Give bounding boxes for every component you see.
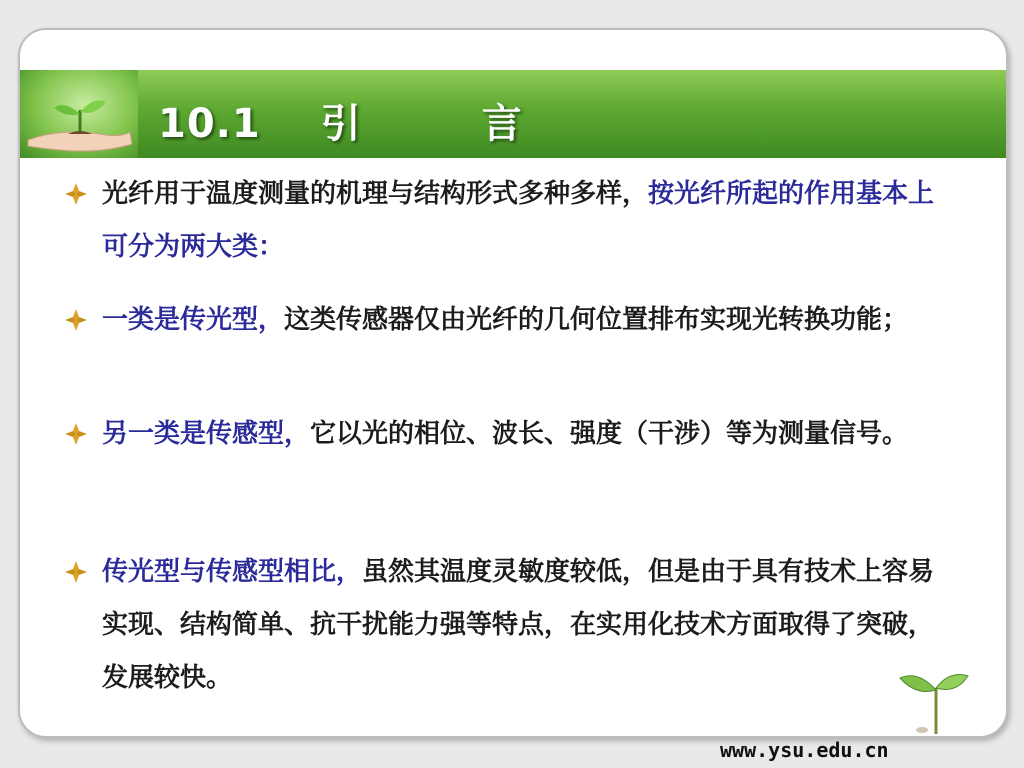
title-bar [20, 70, 1006, 158]
bullet-1-highlight: 按光纤所起的作用基本上可分为两大类： [102, 179, 935, 262]
seedling-hands-icon [20, 70, 138, 158]
bullet-3-highlight: 另一类是传感型， [102, 419, 311, 449]
bullet-4-highlight: 传光型与传感型相比， [102, 557, 363, 587]
bullet-4-text: 虽然其温度灵敏度较低，但是由于具有技术上容易实现、结构简单、抗干扰能力强等特点，在实用化技术方面取得了突破，发展较快。 [102, 557, 935, 693]
bullet-item-2 [64, 294, 944, 347]
bullet-3-text: 它以光的相位、波长、强度（干涉）等为测量信号。 [310, 419, 909, 449]
diamond-bullet-icon [64, 308, 88, 332]
title-number: 10.1 [158, 101, 261, 147]
diamond-bullet-icon [64, 422, 88, 446]
sprout-icon [892, 664, 972, 734]
diamond-bullet-icon [64, 560, 88, 584]
footer-url: www.ysu.edu.cn [720, 738, 889, 762]
title-char-1: 引 [320, 101, 362, 147]
bullet-2-highlight: 一类是传光型， [102, 305, 285, 335]
bullet-item-1 [64, 168, 944, 274]
slide-title [158, 92, 523, 149]
bullet-item-4 [64, 546, 944, 705]
bullet-2-text: 这类传感器仅由光纤的几何位置排布实现光转换功能； [284, 305, 909, 335]
title-char-2: 言 [481, 101, 523, 147]
diamond-bullet-icon [64, 182, 88, 206]
bullet-item-3 [64, 408, 944, 461]
bullet-1-text: 光纤用于温度测量的机理与结构形式多种多样， [102, 179, 649, 209]
